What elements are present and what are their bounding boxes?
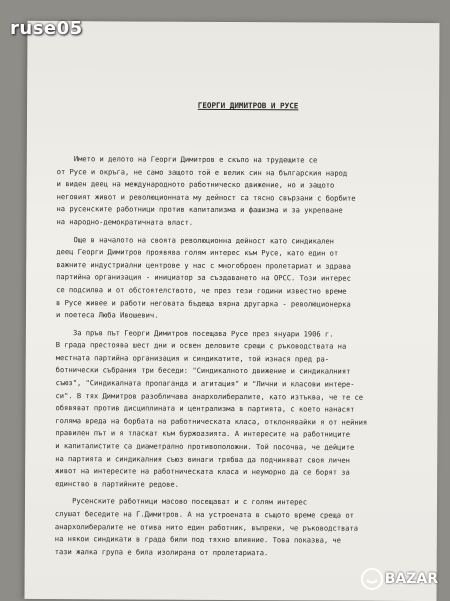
text-line: анархолибералите не отива нито един работник, въпреки, че ръководствата bbox=[54, 521, 359, 533]
text-line: си". В тях Димитров разобличава анархолибералите, като изтъква, че те се bbox=[55, 390, 364, 402]
bazar-logo bbox=[361, 568, 438, 590]
text-line: партийна организация - инициатор за създаването на ОРСС. Този интерес bbox=[56, 272, 351, 283]
text-line: и капиталистите са диаметрално противоположни. Той посочва, че дейците bbox=[55, 441, 355, 452]
text-line: голяма вреда на борбата на работническата класа, отклонявайки я от нейния bbox=[55, 415, 368, 427]
text-line: съюз", "Синдикалната пропаганда и агитация" и "Лични и класови интере- bbox=[55, 378, 355, 389]
document-title: ГЕОРГИ ДИМИТРОВ И РУСЕ bbox=[197, 101, 299, 111]
text-line: В града престоява шест дни и освен деловите срещи с ръководствата на bbox=[55, 340, 347, 351]
paragraph bbox=[56, 234, 438, 324]
text-line: и виден деец на международното работническо движение, но и защото bbox=[56, 179, 335, 190]
text-line: слушат беседите на Г.Димитров. А на устроената в същото време среща от bbox=[54, 509, 354, 520]
bazar-logo-icon bbox=[361, 568, 383, 590]
text-line: тази жалка група е била изолирана от пролетариата. bbox=[54, 546, 269, 557]
text-line: на русенските работници против капитализма и фашизма и за укрепване bbox=[56, 204, 343, 215]
paragraph bbox=[55, 327, 438, 493]
text-line: Още в началото на своята революционна дейност като синдикален bbox=[56, 234, 335, 246]
document-page bbox=[24, 21, 439, 601]
document-body bbox=[55, 74, 440, 586]
text-line: Русенските работници масово посещават и с голям интерес bbox=[54, 496, 308, 507]
site-watermark: ruse05 bbox=[10, 18, 83, 39]
text-line: обявяват против дисциплината и централизма в партията, с което нанасят bbox=[55, 403, 355, 414]
text-line: от Русе и окръга, не само защото той е велик син на българския народ bbox=[56, 166, 348, 178]
text-line: на партията и синдикалния съюз винаги трябва да подчиняват своя личен bbox=[55, 453, 350, 465]
text-line: важните индустриални центрове у нас с многоброен пролетариат и здрава bbox=[56, 259, 351, 271]
text-line: неговият живот и революционната му дейност са тясно свързани с борбите bbox=[56, 191, 356, 203]
text-line: деец Георги Димитров проявява голям интерес към Русе, като един от bbox=[56, 247, 339, 258]
text-line: местната партийна организация и синдикатите, той изнася пред ра- bbox=[55, 352, 330, 364]
document-paragraphs bbox=[55, 153, 439, 560]
text-line: ботнически събрания три беседи: "Синдикалното движение и синдикалният bbox=[55, 365, 351, 377]
paragraph bbox=[55, 495, 437, 560]
text-line: Името и делото на Георги Димитров е скъпо на трудещите се bbox=[56, 154, 318, 165]
text-line: За пръв път Георги Димитров посещава Русе през януари 1906 г. bbox=[55, 327, 334, 339]
text-line: живот на интересите на работническата класа и неуморно да се борят за bbox=[55, 466, 350, 477]
text-line: правилен път и я тласкат към буржоазията. А интересите на работниците bbox=[55, 428, 351, 440]
bazar-logo-text: BAZAR bbox=[384, 571, 438, 587]
text-line: единство в партийните редове. bbox=[55, 478, 179, 489]
text-line: се подсилва и от обстоятелството, че през тези години известно време bbox=[56, 284, 347, 296]
text-line: и поетеса Люба Ивошевич. bbox=[55, 310, 159, 320]
paragraph bbox=[56, 153, 438, 231]
text-line: на някои синдикати в града били под тяхно влияние. Това показва, че bbox=[54, 534, 341, 545]
text-line: на народно-демократичната власт. bbox=[56, 217, 194, 227]
text-line: в Русе живее и работи неговата бъдеща вярна другарка - революционерка bbox=[56, 297, 351, 309]
